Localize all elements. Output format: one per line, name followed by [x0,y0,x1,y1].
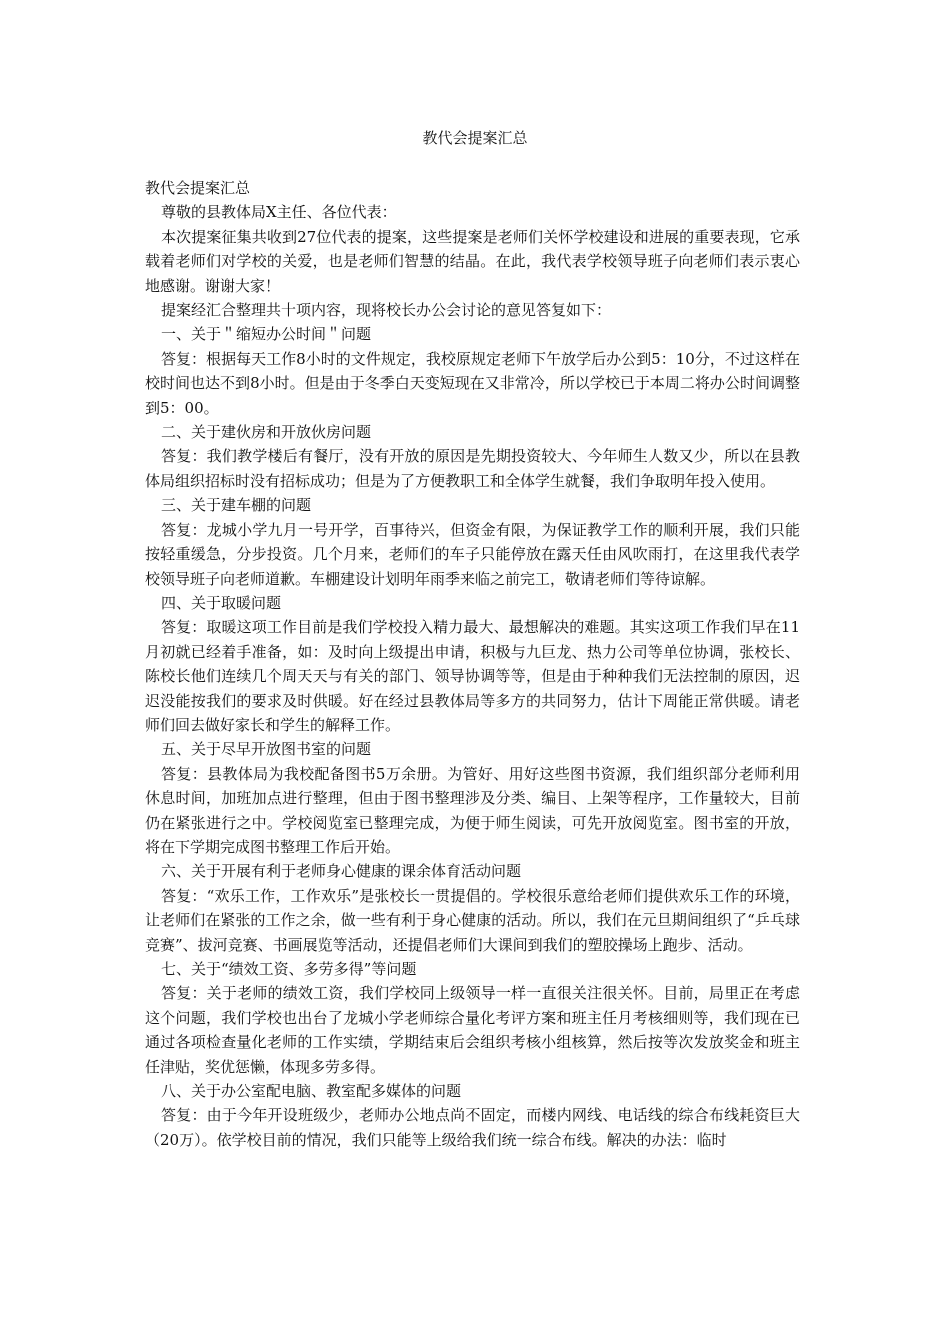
paragraph: 答复：根据每天工作8小时的文件规定，我校原规定老师下午放学后办公到5：10分，不过这样在校时间也达不到8小时。但是由于冬季白天变短现在又非常冷，所以学校已于本周二将办公时间调整到5：00。 [145,349,800,417]
paragraph: 一、关于＂缩短办公时间＂问题 [161,325,372,344]
document-body [145,176,800,1152]
paragraph: 二、关于建伙房和开放伙房问题 [161,423,372,442]
paragraph: 五、关于尽早开放图书室的问题 [161,740,372,759]
paragraph: 六、关于开展有利于老师身心健康的课余体育活动问题 [161,862,522,881]
paragraph: 七、关于“绩效工资、多劳多得”等问题 [161,960,417,978]
document-subtitle: 教代会提案汇总 [145,179,251,197]
paragraph: 答复：县教体局为我校配备图书5万余册。为管好、用好这些图书资源，我们组织部分老师利用休息时间，加班加点进行整理，但由于图书整理涉及分类、编目、上架等程序，工作量较大，目前仍在紧张进行之中。学校阅览室已整理完成，为便于师生阅读，可先开放阅览室。图书室的开放，将在下学期完成图书整理工作后开始。 [145,764,800,856]
paragraph: 答复：取暖这项工作目前是我们学校投入精力最大、最想解决的难题。其实这项工作我们早在11月初就已经着手准备，如：及时向上级提出申请，积极与九巨龙、热力公司等单位协调，张校长、陈校长他们连续几个周天天与有关的部门、领导协调等等，但是由于种种我们无法控制的原因，迟迟没能按我们的要求及时供暖。好在经过县教体局等多方的共同努力，估计下周能正常供暖。请老师们回去做好家长和学生的解释工作。 [145,618,800,734]
paragraph: 答复：由于今年开设班级少，老师办公地点尚不固定，而楼内网线、电话线的综合布线耗资巨大（20万）。依学校目前的情况，我们只能等上级给我们统一综合布线。解决的办法：临时 [145,1106,800,1149]
paragraph: 四、关于取暖问题 [161,593,282,612]
paragraph: 答复：“欢乐工作，工作欢乐”是张校长一贯提倡的。学校很乐意给老师们提供欢乐工作的环境，让老师们在紧张的工作之余，做一些有利于身心健康的活动。所以，我们在元旦期间组织了“乒乓球竞赛”、拔河竞赛、书画展览等活动，还提倡老师们大课间到我们的塑胶操场上跑步、活动。 [145,886,800,954]
document-title: 教代会提案汇总 [422,129,528,147]
paragraph: 提案经汇合整理共十项内容，现将校长办公会讨论的意见答复如下： [161,301,612,320]
paragraph: 三、关于建车棚的问题 [161,496,312,515]
paragraph: 答复：关于老师的绩效工资，我们学校同上级领导一样一直很关注很关怀。目前，局里正在考虑这个问题，我们学校也出台了龙城小学老师综合量化考评方案和班主任月考核细则等，我们现在已通过各项检查量化老师的工作实绩，学期结束后会组织考核小组核算，然后按等次发放奖金和班主任津贴，奖优惩懒，体现多劳多得。 [145,984,800,1076]
paragraph: 八、关于办公室配电脑、教室配多媒体的问题 [161,1082,462,1101]
paragraph: 本次提案征集共收到27位代表的提案，这些提案是老师们关怀学校建设和进展的重要表现，它承载着老师们对学校的关爱，也是老师们智慧的结晶。在此，我代表学校领导班子向老师们表示衷心地感谢。谢谢大家！ [145,227,800,295]
paragraph: 答复：龙城小学九月一号开学，百事待兴，但资金有限，为保证教学工作的顺利开展，我们只能按轻重缓急，分步投资。几个月来，老师们的车子只能停放在露天任由风吹雨打，在这里我代表学校领导班子向老师道歉。车棚建设计划明年雨季来临之前完工，敬请老师们等待谅解。 [145,520,800,588]
paragraph: 尊敬的县教体局X主任、各位代表： [161,203,397,222]
paragraph: 答复：我们教学楼后有餐厅，没有开放的原因是先期投资较大、今年师生人数又少，所以在县教体局组织招标时没有招标成功；但是为了方便教职工和全体学生就餐，我们争取明年投入使用。 [145,447,800,490]
